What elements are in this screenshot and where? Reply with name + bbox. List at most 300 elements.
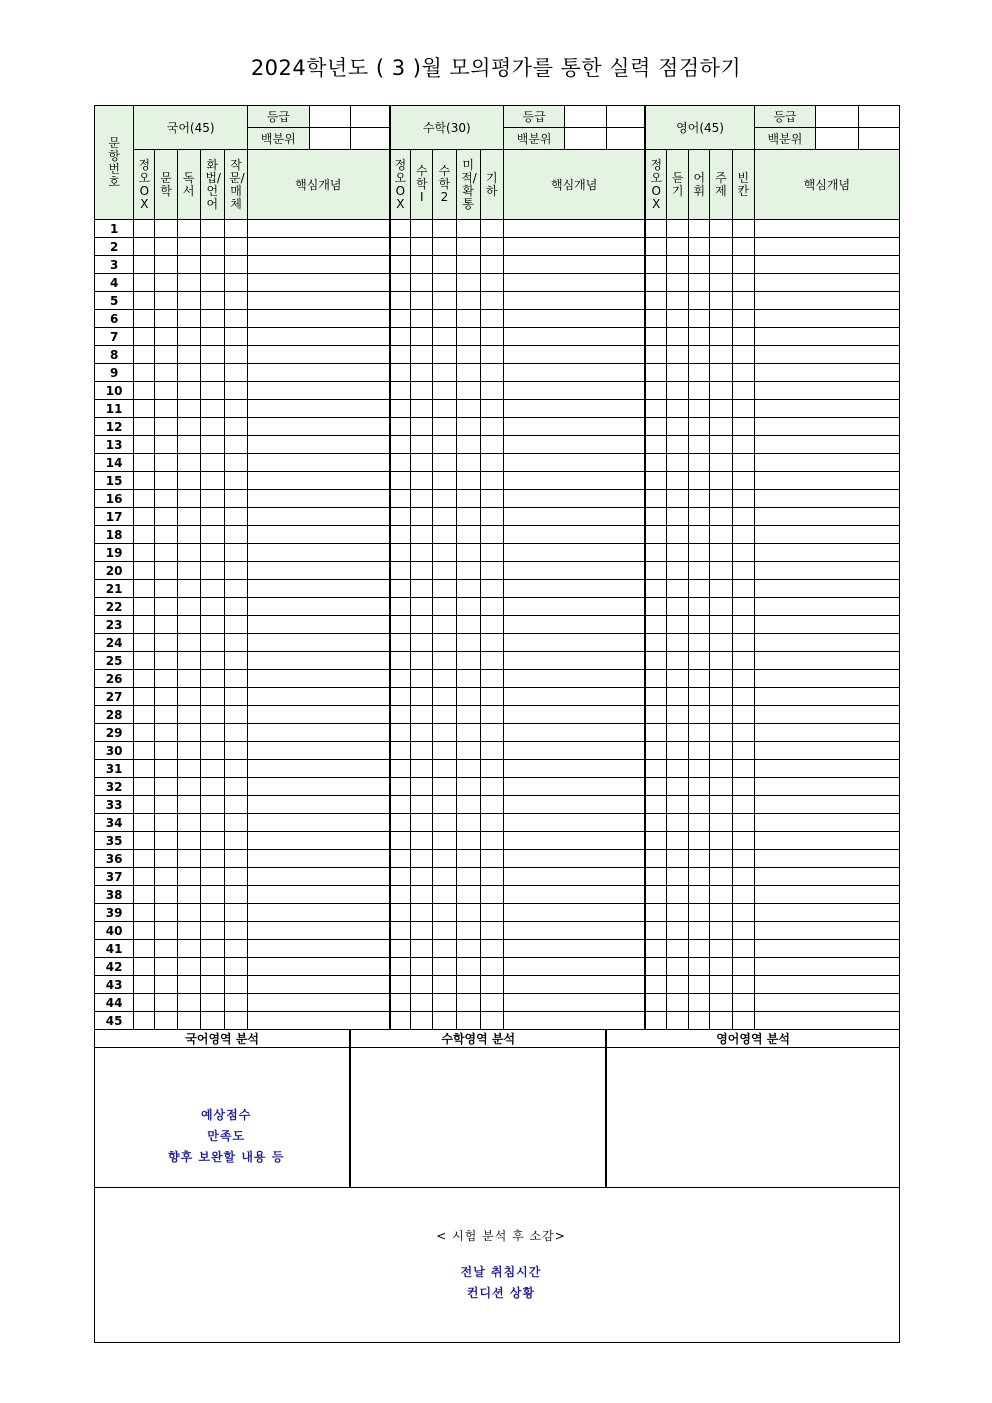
english-answer-cell[interactable] [645,274,666,292]
math-answer-cell[interactable] [433,310,456,328]
english-answer-cell[interactable] [689,940,710,958]
math-answer-cell[interactable] [411,562,433,580]
korean-answer-cell[interactable] [155,994,177,1012]
math-core-concept-cell[interactable] [503,382,645,400]
korean-answer-cell[interactable] [177,958,200,976]
korean-answer-cell[interactable] [177,868,200,886]
korean-answer-cell[interactable] [134,670,155,688]
korean-answer-cell[interactable] [134,688,155,706]
english-answer-cell[interactable] [645,724,666,742]
english-core-concept-cell[interactable] [754,868,899,886]
english-answer-cell[interactable] [689,310,710,328]
english-answer-cell[interactable] [645,382,666,400]
korean-answer-cell[interactable] [177,670,200,688]
english-answer-cell[interactable] [645,436,666,454]
math-core-concept-cell[interactable] [503,220,645,238]
korean-answer-cell[interactable] [200,922,224,940]
math-answer-cell[interactable] [456,382,480,400]
math-answer-cell[interactable] [456,508,480,526]
english-answer-cell[interactable] [710,994,732,1012]
korean-core-concept-cell[interactable] [248,994,390,1012]
math-answer-cell[interactable] [411,400,433,418]
math-answer-cell[interactable] [456,814,480,832]
english-answer-cell[interactable] [667,670,689,688]
english-answer-cell[interactable] [710,688,732,706]
english-answer-cell[interactable] [710,454,732,472]
math-answer-cell[interactable] [390,274,411,292]
korean-percentile-extra-cell[interactable] [350,128,389,150]
korean-answer-cell[interactable] [224,580,247,598]
english-core-concept-cell[interactable] [754,544,899,562]
korean-answer-cell[interactable] [155,652,177,670]
korean-answer-cell[interactable] [134,616,155,634]
korean-answer-cell[interactable] [177,994,200,1012]
math-percentile-extra-cell[interactable] [606,128,645,150]
korean-core-concept-cell[interactable] [248,976,390,994]
english-answer-cell[interactable] [645,598,666,616]
math-answer-cell[interactable] [411,454,433,472]
english-core-concept-cell[interactable] [754,454,899,472]
korean-answer-cell[interactable] [134,598,155,616]
korean-answer-cell[interactable] [155,418,177,436]
math-answer-cell[interactable] [390,544,411,562]
english-answer-cell[interactable] [732,580,754,598]
english-answer-cell[interactable] [645,508,666,526]
korean-answer-cell[interactable] [134,814,155,832]
english-answer-cell[interactable] [667,940,689,958]
korean-core-concept-cell[interactable] [248,634,390,652]
korean-answer-cell[interactable] [200,796,224,814]
math-answer-cell[interactable] [433,922,456,940]
korean-core-concept-cell[interactable] [248,454,390,472]
math-answer-cell[interactable] [456,688,480,706]
english-core-concept-cell[interactable] [754,616,899,634]
math-answer-cell[interactable] [456,256,480,274]
korean-answer-cell[interactable] [134,418,155,436]
english-answer-cell[interactable] [645,544,666,562]
math-answer-cell[interactable] [433,796,456,814]
korean-answer-cell[interactable] [200,976,224,994]
korean-answer-cell[interactable] [177,814,200,832]
korean-answer-cell[interactable] [134,778,155,796]
math-answer-cell[interactable] [433,274,456,292]
korean-answer-cell[interactable] [155,778,177,796]
korean-answer-cell[interactable] [134,490,155,508]
english-answer-cell[interactable] [667,346,689,364]
english-answer-cell[interactable] [689,346,710,364]
english-answer-cell[interactable] [667,400,689,418]
english-answer-cell[interactable] [732,760,754,778]
english-answer-cell[interactable] [667,598,689,616]
korean-answer-cell[interactable] [155,940,177,958]
korean-core-concept-cell[interactable] [248,526,390,544]
english-analysis-box[interactable] [606,1048,899,1188]
korean-core-concept-cell[interactable] [248,1012,390,1030]
math-answer-cell[interactable] [411,940,433,958]
korean-answer-cell[interactable] [134,868,155,886]
korean-answer-cell[interactable] [200,292,224,310]
korean-answer-cell[interactable] [177,1012,200,1030]
korean-answer-cell[interactable] [155,274,177,292]
english-answer-cell[interactable] [710,616,732,634]
korean-answer-cell[interactable] [200,346,224,364]
math-core-concept-cell[interactable] [503,346,645,364]
korean-answer-cell[interactable] [177,886,200,904]
math-answer-cell[interactable] [456,886,480,904]
english-answer-cell[interactable] [732,976,754,994]
english-core-concept-cell[interactable] [754,580,899,598]
math-core-concept-cell[interactable] [503,562,645,580]
korean-answer-cell[interactable] [155,886,177,904]
math-answer-cell[interactable] [433,508,456,526]
english-core-concept-cell[interactable] [754,940,899,958]
math-answer-cell[interactable] [456,472,480,490]
math-answer-cell[interactable] [390,364,411,382]
english-answer-cell[interactable] [645,778,666,796]
english-answer-cell[interactable] [645,940,666,958]
korean-answer-cell[interactable] [155,670,177,688]
math-answer-cell[interactable] [456,310,480,328]
math-answer-cell[interactable] [411,670,433,688]
math-answer-cell[interactable] [411,418,433,436]
math-answer-cell[interactable] [433,976,456,994]
korean-core-concept-cell[interactable] [248,364,390,382]
math-answer-cell[interactable] [480,292,503,310]
korean-answer-cell[interactable] [134,328,155,346]
english-grade-extra-cell[interactable] [859,106,900,128]
math-answer-cell[interactable] [390,436,411,454]
math-answer-cell[interactable] [456,292,480,310]
math-core-concept-cell[interactable] [503,940,645,958]
korean-answer-cell[interactable] [134,976,155,994]
english-answer-cell[interactable] [645,868,666,886]
korean-answer-cell[interactable] [224,238,247,256]
english-answer-cell[interactable] [667,724,689,742]
math-core-concept-cell[interactable] [503,652,645,670]
english-answer-cell[interactable] [710,796,732,814]
math-answer-cell[interactable] [390,688,411,706]
math-answer-cell[interactable] [433,868,456,886]
korean-answer-cell[interactable] [134,382,155,400]
korean-answer-cell[interactable] [224,1012,247,1030]
korean-core-concept-cell[interactable] [248,688,390,706]
math-answer-cell[interactable] [390,670,411,688]
title-month[interactable]: 3 [391,56,406,80]
math-answer-cell[interactable] [390,940,411,958]
math-answer-cell[interactable] [433,832,456,850]
english-answer-cell[interactable] [667,256,689,274]
korean-answer-cell[interactable] [177,832,200,850]
math-answer-cell[interactable] [390,958,411,976]
korean-core-concept-cell[interactable] [248,958,390,976]
math-answer-cell[interactable] [390,994,411,1012]
korean-answer-cell[interactable] [177,256,200,274]
english-answer-cell[interactable] [667,562,689,580]
korean-answer-cell[interactable] [177,274,200,292]
korean-answer-cell[interactable] [224,508,247,526]
english-core-concept-cell[interactable] [754,976,899,994]
korean-answer-cell[interactable] [134,346,155,364]
math-answer-cell[interactable] [480,472,503,490]
english-answer-cell[interactable] [667,814,689,832]
korean-answer-cell[interactable] [200,256,224,274]
korean-answer-cell[interactable] [224,274,247,292]
math-answer-cell[interactable] [411,634,433,652]
english-answer-cell[interactable] [710,706,732,724]
math-answer-cell[interactable] [433,814,456,832]
english-answer-cell[interactable] [645,904,666,922]
english-answer-cell[interactable] [645,670,666,688]
korean-answer-cell[interactable] [224,760,247,778]
english-core-concept-cell[interactable] [754,508,899,526]
math-answer-cell[interactable] [480,976,503,994]
math-answer-cell[interactable] [456,220,480,238]
korean-answer-cell[interactable] [200,724,224,742]
korean-answer-cell[interactable] [200,958,224,976]
english-answer-cell[interactable] [667,760,689,778]
math-answer-cell[interactable] [411,544,433,562]
english-answer-cell[interactable] [667,580,689,598]
english-answer-cell[interactable] [645,472,666,490]
math-answer-cell[interactable] [390,328,411,346]
korean-answer-cell[interactable] [155,688,177,706]
english-core-concept-cell[interactable] [754,400,899,418]
english-answer-cell[interactable] [689,994,710,1012]
korean-answer-cell[interactable] [177,904,200,922]
english-answer-cell[interactable] [645,886,666,904]
korean-answer-cell[interactable] [155,310,177,328]
math-answer-cell[interactable] [480,526,503,544]
math-answer-cell[interactable] [480,832,503,850]
korean-answer-cell[interactable] [177,706,200,724]
math-answer-cell[interactable] [480,652,503,670]
english-answer-cell[interactable] [732,1012,754,1030]
english-answer-cell[interactable] [689,400,710,418]
korean-answer-cell[interactable] [200,418,224,436]
english-answer-cell[interactable] [645,832,666,850]
korean-core-concept-cell[interactable] [248,850,390,868]
english-answer-cell[interactable] [689,472,710,490]
korean-answer-cell[interactable] [200,220,224,238]
english-answer-cell[interactable] [689,220,710,238]
math-answer-cell[interactable] [456,544,480,562]
korean-answer-cell[interactable] [155,706,177,724]
math-answer-cell[interactable] [456,670,480,688]
math-answer-cell[interactable] [411,724,433,742]
english-answer-cell[interactable] [667,364,689,382]
english-answer-cell[interactable] [710,436,732,454]
korean-core-concept-cell[interactable] [248,886,390,904]
math-answer-cell[interactable] [480,922,503,940]
english-answer-cell[interactable] [732,652,754,670]
korean-answer-cell[interactable] [155,724,177,742]
math-answer-cell[interactable] [390,922,411,940]
korean-answer-cell[interactable] [134,436,155,454]
math-answer-cell[interactable] [456,850,480,868]
korean-answer-cell[interactable] [155,238,177,256]
korean-answer-cell[interactable] [177,652,200,670]
english-answer-cell[interactable] [689,598,710,616]
math-answer-cell[interactable] [390,580,411,598]
english-answer-cell[interactable] [689,544,710,562]
korean-answer-cell[interactable] [155,814,177,832]
math-answer-cell[interactable] [433,292,456,310]
math-answer-cell[interactable] [390,976,411,994]
english-answer-cell[interactable] [645,976,666,994]
math-core-concept-cell[interactable] [503,850,645,868]
korean-answer-cell[interactable] [224,400,247,418]
math-answer-cell[interactable] [456,418,480,436]
math-answer-cell[interactable] [456,598,480,616]
english-core-concept-cell[interactable] [754,418,899,436]
math-core-concept-cell[interactable] [503,490,645,508]
korean-answer-cell[interactable] [177,976,200,994]
english-percentile-cell[interactable] [816,128,859,150]
korean-answer-cell[interactable] [200,508,224,526]
korean-answer-cell[interactable] [177,436,200,454]
math-answer-cell[interactable] [456,706,480,724]
math-core-concept-cell[interactable] [503,976,645,994]
math-answer-cell[interactable] [480,886,503,904]
math-answer-cell[interactable] [390,382,411,400]
korean-answer-cell[interactable] [155,598,177,616]
korean-answer-cell[interactable] [155,958,177,976]
math-answer-cell[interactable] [456,958,480,976]
english-answer-cell[interactable] [710,868,732,886]
english-core-concept-cell[interactable] [754,310,899,328]
math-answer-cell[interactable] [390,310,411,328]
math-answer-cell[interactable] [433,328,456,346]
english-answer-cell[interactable] [667,850,689,868]
math-answer-cell[interactable] [456,976,480,994]
math-answer-cell[interactable] [480,1012,503,1030]
english-core-concept-cell[interactable] [754,724,899,742]
english-core-concept-cell[interactable] [754,382,899,400]
english-answer-cell[interactable] [710,508,732,526]
korean-answer-cell[interactable] [224,904,247,922]
english-core-concept-cell[interactable] [754,220,899,238]
english-answer-cell[interactable] [732,706,754,724]
korean-answer-cell[interactable] [155,220,177,238]
korean-answer-cell[interactable] [134,526,155,544]
math-answer-cell[interactable] [390,220,411,238]
korean-answer-cell[interactable] [177,454,200,472]
math-answer-cell[interactable] [480,958,503,976]
english-core-concept-cell[interactable] [754,436,899,454]
english-answer-cell[interactable] [710,976,732,994]
math-core-concept-cell[interactable] [503,436,645,454]
korean-answer-cell[interactable] [224,526,247,544]
math-answer-cell[interactable] [456,454,480,472]
korean-answer-cell[interactable] [134,544,155,562]
english-answer-cell[interactable] [710,598,732,616]
math-answer-cell[interactable] [390,778,411,796]
english-answer-cell[interactable] [689,904,710,922]
english-answer-cell[interactable] [732,238,754,256]
korean-answer-cell[interactable] [155,904,177,922]
math-core-concept-cell[interactable] [503,886,645,904]
english-answer-cell[interactable] [667,904,689,922]
korean-answer-cell[interactable] [177,490,200,508]
korean-answer-cell[interactable] [224,418,247,436]
english-answer-cell[interactable] [645,688,666,706]
english-answer-cell[interactable] [689,634,710,652]
english-answer-cell[interactable] [710,778,732,796]
math-answer-cell[interactable] [480,256,503,274]
korean-answer-cell[interactable] [155,292,177,310]
korean-core-concept-cell[interactable] [248,670,390,688]
math-answer-cell[interactable] [480,598,503,616]
korean-analysis-box[interactable] [95,1048,351,1188]
math-answer-cell[interactable] [433,940,456,958]
math-answer-cell[interactable] [433,238,456,256]
korean-core-concept-cell[interactable] [248,544,390,562]
korean-answer-cell[interactable] [224,886,247,904]
korean-answer-cell[interactable] [224,778,247,796]
math-answer-cell[interactable] [411,616,433,634]
korean-core-concept-cell[interactable] [248,616,390,634]
english-answer-cell[interactable] [645,742,666,760]
math-answer-cell[interactable] [390,490,411,508]
math-answer-cell[interactable] [411,778,433,796]
english-answer-cell[interactable] [710,940,732,958]
korean-answer-cell[interactable] [177,400,200,418]
korean-answer-cell[interactable] [155,436,177,454]
english-answer-cell[interactable] [732,994,754,1012]
math-answer-cell[interactable] [456,526,480,544]
korean-core-concept-cell[interactable] [248,724,390,742]
korean-core-concept-cell[interactable] [248,940,390,958]
math-answer-cell[interactable] [411,508,433,526]
korean-core-concept-cell[interactable] [248,400,390,418]
korean-answer-cell[interactable] [177,724,200,742]
english-answer-cell[interactable] [645,706,666,724]
korean-answer-cell[interactable] [134,850,155,868]
english-answer-cell[interactable] [645,652,666,670]
math-grade-cell[interactable] [565,106,606,128]
math-answer-cell[interactable] [433,616,456,634]
english-core-concept-cell[interactable] [754,706,899,724]
math-answer-cell[interactable] [480,616,503,634]
korean-answer-cell[interactable] [134,310,155,328]
korean-answer-cell[interactable] [200,760,224,778]
english-core-concept-cell[interactable] [754,904,899,922]
english-answer-cell[interactable] [710,904,732,922]
math-answer-cell[interactable] [433,364,456,382]
english-core-concept-cell[interactable] [754,598,899,616]
math-answer-cell[interactable] [433,760,456,778]
english-answer-cell[interactable] [710,760,732,778]
english-answer-cell[interactable] [645,418,666,436]
english-answer-cell[interactable] [732,418,754,436]
math-answer-cell[interactable] [456,1012,480,1030]
english-answer-cell[interactable] [732,886,754,904]
korean-answer-cell[interactable] [200,490,224,508]
english-answer-cell[interactable] [645,220,666,238]
english-answer-cell[interactable] [732,922,754,940]
english-answer-cell[interactable] [732,454,754,472]
math-answer-cell[interactable] [411,382,433,400]
korean-answer-cell[interactable] [224,976,247,994]
english-answer-cell[interactable] [645,328,666,346]
korean-answer-cell[interactable] [224,454,247,472]
korean-answer-cell[interactable] [200,652,224,670]
math-answer-cell[interactable] [480,760,503,778]
korean-answer-cell[interactable] [155,256,177,274]
english-answer-cell[interactable] [645,1012,666,1030]
english-answer-cell[interactable] [732,436,754,454]
korean-answer-cell[interactable] [224,706,247,724]
